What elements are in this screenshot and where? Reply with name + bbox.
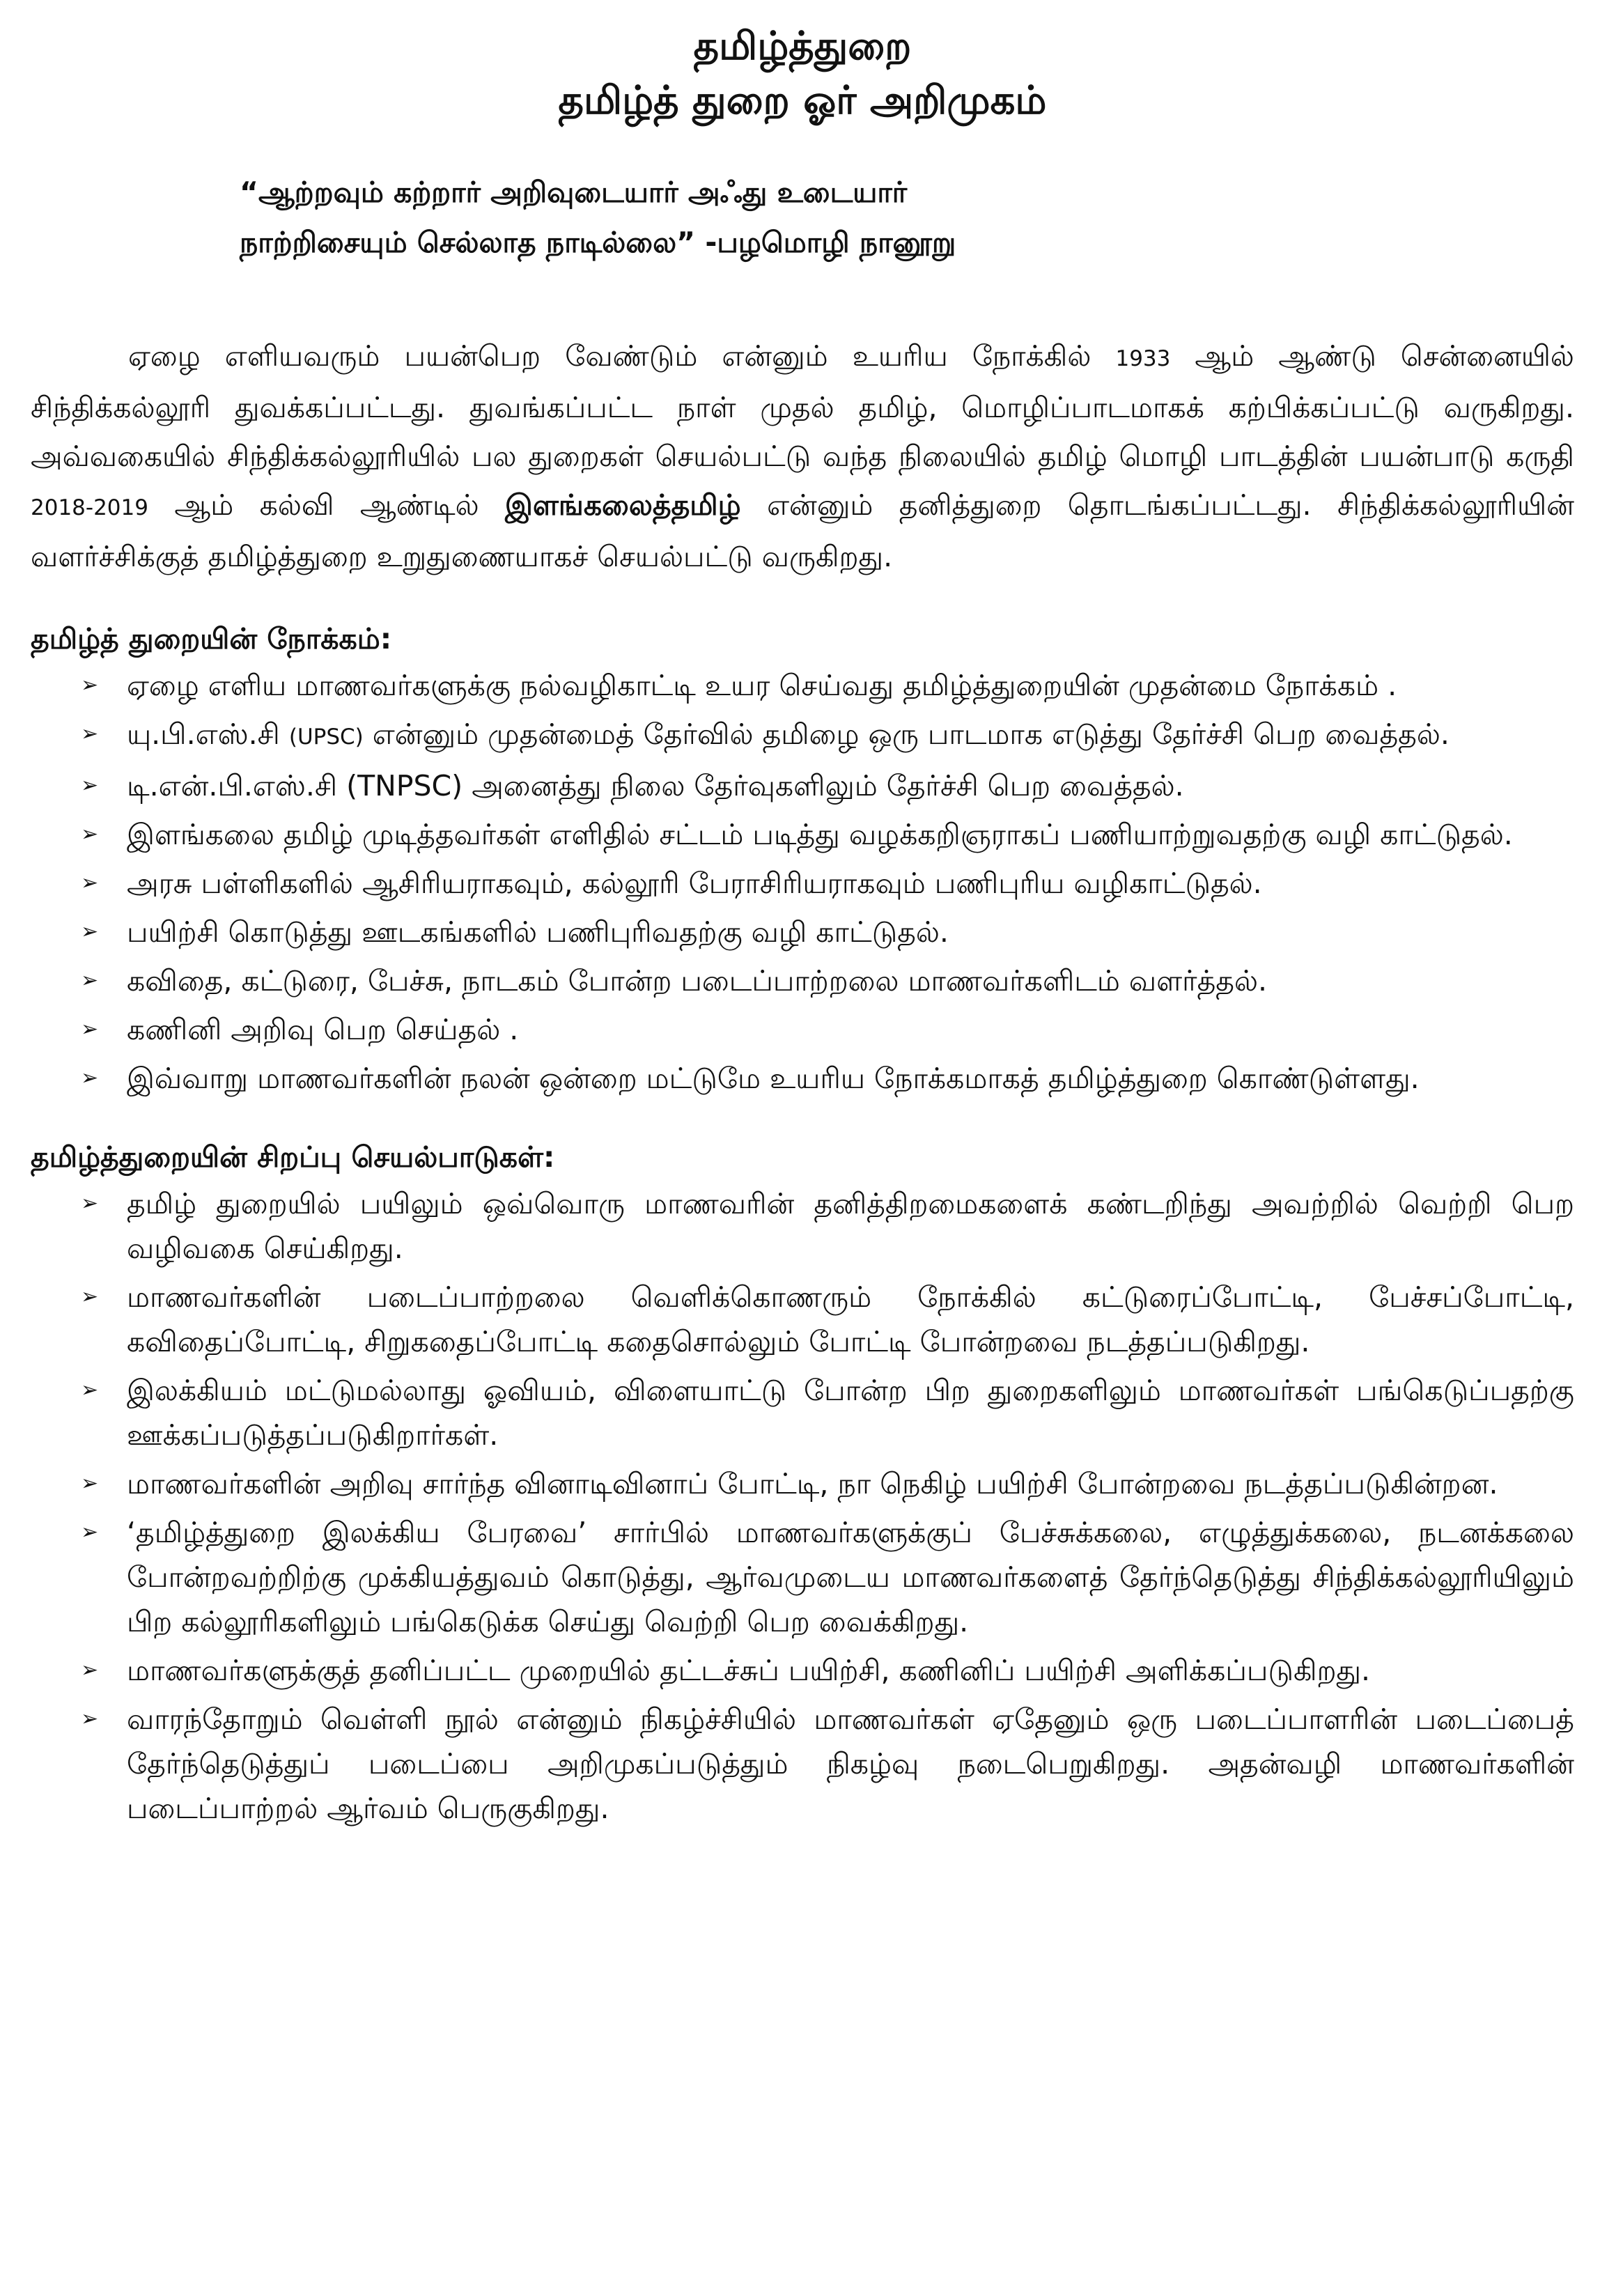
list-item: [31, 1007, 1574, 1052]
list-item: [31, 812, 1574, 857]
objective-text: கணினி அறிவு பெற செய்தல் .: [127, 1013, 519, 1046]
arrow-bullet-icon: ➢: [81, 1017, 99, 1041]
arrow-bullet-icon: ➢: [81, 1285, 99, 1309]
arrow-bullet-icon: ➢: [81, 673, 99, 697]
arrow-bullet-icon: ➢: [81, 1658, 99, 1682]
intro-text-4: என்னும் தனித்துறை தொடங்கப்பட்டது. சிந்திக்கல்லூரியின் வளர்ச்சிக்குத் தமிழ்த்துறை உறுதுணையாகச் செயல்பட்டு வருகிறது.: [31, 488, 1574, 573]
objective-text: அரசு பள்ளிகளில் ஆசிரியராகவும், கல்லூரி பேராசிரியராகவும் பணிபுரிய வழிகாட்டுதல்.: [127, 867, 1262, 900]
quote-line-1: “ஆற்றவும் கற்றார் அறிவுடையார் அஃது உடையார்: [240, 176, 908, 209]
arrow-bullet-icon: ➢: [81, 968, 99, 993]
arrow-bullet-icon: ➢: [81, 1378, 99, 1402]
intro-text-3: ஆம் கல்வி ஆண்டில்: [174, 488, 479, 522]
objective-text-upsc-b: (UPSC): [288, 724, 364, 750]
arrow-bullet-icon: ➢: [81, 1191, 99, 1216]
activity-text: மாணவர்களுக்குத் தனிப்பட்ட முறையில் தட்டச்சுப் பயிற்சி, கணினிப் பயிற்சி அளிக்கப்படுகிறது.: [127, 1654, 1371, 1687]
activity-text: தமிழ் துறையில் பயிலும் ஒவ்வொரு மாணவரின் தனித்திறமைகளைக் கண்டறிந்து அவற்றில் வெற்றி பெற வழிவகை செய்கிறது.: [127, 1187, 1574, 1265]
page-subtitle: தமிழ்த் துறை ஓர் அறிமுகம்: [558, 78, 1047, 123]
intro-text-2: ஆம் ஆண்டு சென்னையில் சிந்திக்கல்லூரி துவக்கப்பட்டது. துவங்கப்பட்ட நாள் முதல் தமிழ், மொழிப்பாடமாகக் கற்பிக்கப்பட்டு வருகிறது. அவ்வகையில் சிந்திக்கல்லூரியில் பல துறைகள் செயல்பட்டு வந்த நிலையில் தமிழ் மொழி பாடத்தின் பயன்பாடு கருதி: [31, 339, 1574, 473]
list-item: [31, 910, 1574, 954]
list-item: [31, 663, 1574, 708]
activity-text: ‘தமிழ்த்துறை இலக்கிய பேரவை’ சார்பில் மாணவர்களுக்குப் பேச்சுக்கலை, எழுத்துக்கலை, நடனக்கலை போன்றவற்றிற்கு முக்கியத்துவம் கொடுத்து, ஆர்வமுடைய மாணவர்களைத் தேர்ந்தெடுத்து சிந்திக்கல்லூரியிலும் பிற கல்லூரிகளிலும் பங்கெடுக்க செய்து வெற்றி பெற வைக்கிறது.: [127, 1516, 1574, 1638]
arrow-bullet-icon: ➢: [81, 920, 99, 944]
arrow-bullet-icon: ➢: [81, 822, 99, 846]
list-item: [31, 1368, 1574, 1457]
objective-text: டி.என்.பி.எஸ்.சி (TNPSC) அனைத்து நிலை தேர்வுகளிலும் தேர்ச்சி பெற வைத்தல்.: [127, 769, 1184, 802]
activities-list: [31, 1181, 1574, 1831]
intro-bold-term: இளங்கலைத்தமிழ்: [505, 488, 741, 522]
intro-year-2018-2019: 2018-2019: [31, 495, 148, 520]
arrow-bullet-icon: ➢: [81, 1471, 99, 1496]
list-item: [31, 1510, 1574, 1644]
objective-text: இளங்கலை தமிழ் முடித்தவர்கள் எளிதில் சட்டம் படித்து வழக்கறிஞராகப் பணியாற்றுவதற்கு வழி காட்டுதல்.: [127, 818, 1513, 851]
list-item: [31, 1056, 1574, 1101]
arrow-bullet-icon: ➢: [81, 1520, 99, 1544]
objective-text: கவிதை, கட்டுரை, பேச்சு, நாடகம் போன்ற படைப்பாற்றலை மாணவர்களிடம் வளர்த்தல்.: [127, 964, 1268, 998]
arrow-bullet-icon: ➢: [81, 871, 99, 895]
arrow-bullet-icon: ➢: [81, 1707, 99, 1731]
activity-text: வாரந்தோறும் வெள்ளி நூல் என்னும் நிகழ்ச்சியில் மாணவர்கள் ஏதேனும் ஒரு படைப்பாளரின் படைப்பைத் தேர்ந்தெடுத்துப் படைப்பை அறிமுகப்படுத்தும் நிகழ்வு நடைபெறுகிறது. அதன்வழி மாணவர்களின் படைப்பாற்றல் ஆர்வம் பெருகுகிறது.: [127, 1702, 1574, 1825]
objectives-list: [31, 663, 1574, 1101]
list-item: [31, 1648, 1574, 1693]
objective-text-upsc-c: என்னும் முதன்மைத் தேர்வில் தமிழை ஒரு பாடமாக எடுத்து தேர்ச்சி பெற வைத்தல்.: [372, 718, 1450, 751]
arrow-bullet-icon: ➢: [81, 773, 99, 798]
objective-text: ஏழை எளிய மாணவர்களுக்கு நல்வழிகாட்டி உயர செய்வது தமிழ்த்துறையின் முதன்மை நோக்கம் .: [127, 669, 1397, 702]
page-title: தமிழ்த்துறை: [693, 24, 912, 69]
arrow-bullet-icon: ➢: [81, 722, 99, 746]
objective-text-upsc-a: யு.பி.எஸ்.சி: [127, 718, 280, 751]
activity-text: மாணவர்களின் அறிவு சார்ந்த வினாடிவினாப் போட்டி, நா நெகிழ் பயிற்சி போன்றவை நடத்தப்படுகின்றன.: [127, 1467, 1498, 1500]
arrow-bullet-icon: ➢: [81, 1066, 99, 1090]
list-item: [31, 861, 1574, 906]
list-item: [31, 1697, 1574, 1831]
activities-heading: தமிழ்த்துறையின் சிறப்பு செயல்பாடுகள்:: [31, 1140, 555, 1174]
objectives-heading: தமிழ்த் துறையின் நோக்கம்:: [31, 622, 392, 656]
list-item: [31, 1461, 1574, 1506]
list-item: [31, 1275, 1574, 1364]
list-item: [31, 763, 1574, 808]
quote-line-2: நாற்றிசையும் செல்லாத நாடில்லை” -பழமொழி நானூறு: [240, 226, 956, 259]
objective-text: பயிற்சி கொடுத்து ஊடகங்களில் பணிபுரிவதற்கு வழி காட்டுதல்.: [127, 915, 949, 949]
activity-text: இலக்கியம் மட்டுமல்லாது ஓவியம், விளையாட்டு போன்ற பிற துறைகளிலும் மாணவர்கள் பங்கெடுப்பதற்கு ஊக்கப்படுத்தப்படுகிறார்கள்.: [127, 1374, 1574, 1452]
objective-text: இவ்வாறு மாணவர்களின் நலன் ஒன்றை மட்டுமே உயரிய நோக்கமாகத் தமிழ்த்துறை கொண்டுள்ளது.: [127, 1062, 1420, 1095]
intro-text-1: ஏழை எளியவரும் பயன்பெற வேண்டும் என்னும் உயரிய நோக்கில்: [128, 339, 1091, 373]
list-item: [31, 712, 1574, 759]
epigraph-quote: [240, 167, 1574, 267]
intro-year-1933: 1933: [1115, 346, 1171, 371]
activity-text: மாணவர்களின் படைப்பாற்றலை வெளிக்கொணரும் நோக்கில் கட்டுரைப்போட்டி, பேச்சப்போட்டி, கவிதைப்போட்டி, சிறுகதைப்போட்டி கதைசொல்லும் போட்டி போன்றவை நடத்தப்படுகிறது.: [127, 1280, 1574, 1358]
intro-paragraph: [31, 332, 1574, 581]
list-item: [31, 1181, 1574, 1271]
list-item: [31, 959, 1574, 1003]
